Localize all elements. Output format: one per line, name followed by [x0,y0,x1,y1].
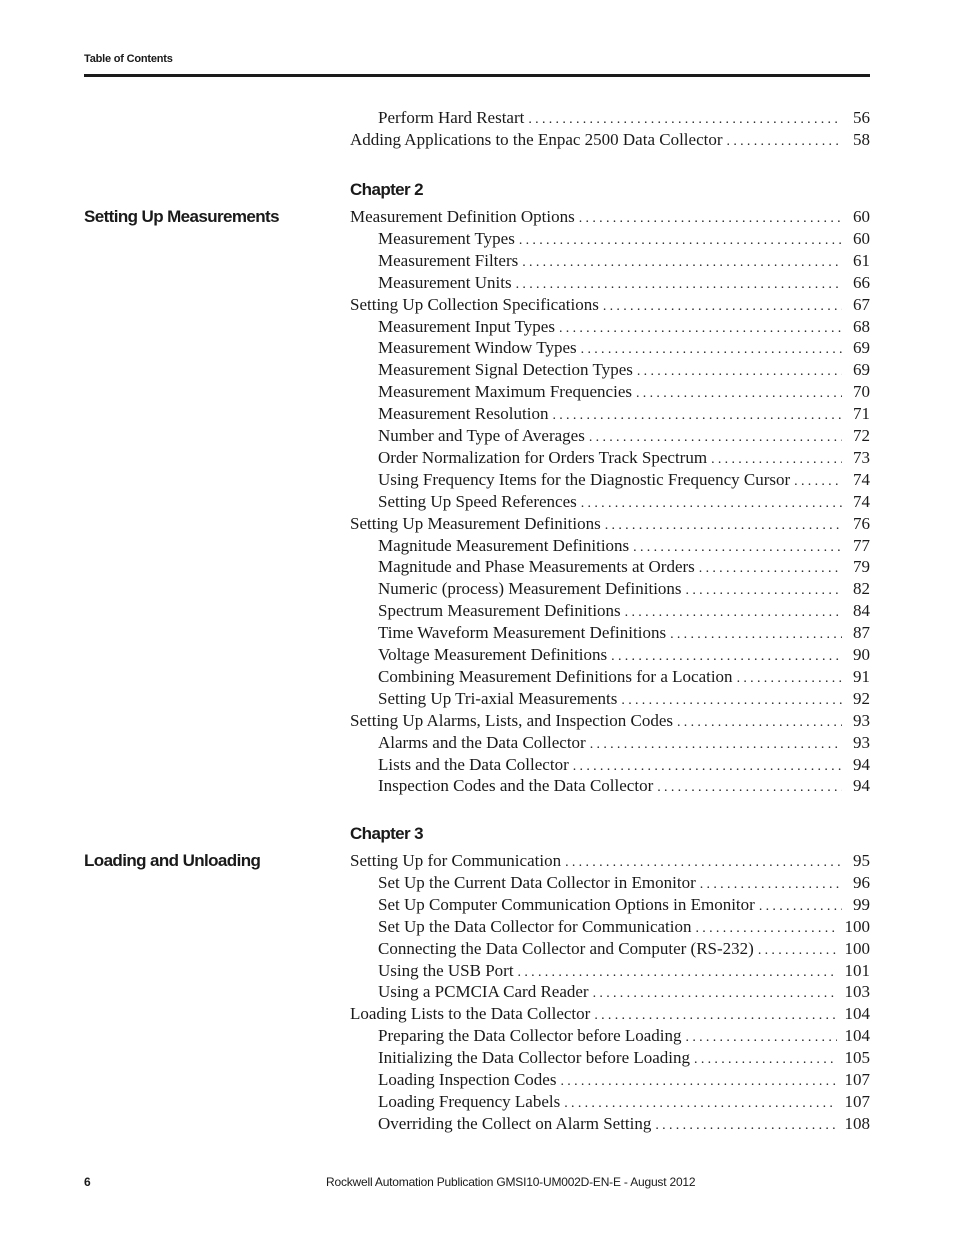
toc-entry-page: 69 [853,360,870,380]
toc-leader-dots [605,515,842,537]
toc-entry-title: Lists and the Data Collector [378,754,569,774]
toc-leader-dots [637,361,842,383]
toc-entry-page: 69 [853,338,870,358]
toc-leader-dots [581,493,842,515]
toc-entry-page: 104 [844,1004,870,1024]
toc-entry[interactable] [378,578,870,600]
toc-entry[interactable] [350,129,870,151]
toc-entry[interactable] [378,981,870,1003]
toc-entry[interactable] [378,469,870,491]
toc-leader-dots [603,296,842,318]
toc-leader-dots [519,230,842,252]
toc-entry[interactable] [378,425,870,447]
toc-entry-title: Numeric (process) Measurement Definitions [378,579,682,599]
toc-entry[interactable] [350,513,870,535]
chapter-label: Chapter 3 [350,824,424,843]
chapter-title: Loading and Unloading [84,851,261,870]
toc-entry[interactable] [378,622,870,644]
toc-entry-title: Measurement Input Types [378,316,555,336]
footer-page-number: 6 [84,1175,91,1189]
toc-leader-dots [686,580,842,602]
toc-leader-dots [625,602,842,624]
toc-entry[interactable] [378,381,870,403]
toc-entry[interactable] [378,337,870,359]
toc-leader-dots [636,383,842,405]
toc-entry[interactable] [378,916,870,938]
toc-entry-title: Using Frequency Items for the Diagnostic Frequency Cursor [378,469,791,489]
toc-entry-title: Setting Up Alarms, Lists, and Inspection Codes [350,710,673,730]
toc-entry-title: Setting Up Tri-axial Measurements [378,688,618,708]
toc-entry-page: 94 [853,776,870,796]
toc-leader-dots [528,109,842,131]
toc-entry-page: 79 [853,557,870,577]
toc-entry-title: Measurement Window Types [378,338,577,358]
toc-entry-title: Loading Frequency Labels [378,1091,561,1111]
toc-entry-title: Voltage Measurement Definitions [378,645,608,664]
toc-leader-dots [516,274,842,296]
toc-entry[interactable] [378,228,870,250]
toc-entry-title: Measurement Definition Options [350,207,575,226]
toc-entry-page: 60 [853,228,870,248]
toc-leader-dots [621,690,842,712]
toc-entry-page: 91 [853,666,870,686]
toc-entry-page: 107 [844,1070,870,1089]
toc-leader-dots [593,983,837,1005]
toc-entry[interactable] [378,447,870,469]
toc-entry-page: 68 [853,316,870,336]
toc-entry-page: 100 [844,916,870,936]
toc-entry-page: 72 [853,426,870,445]
toc-entry-title: Adding Applications to the Enpac 2500 Data Collector [350,129,723,149]
toc-entry[interactable] [378,535,870,557]
toc-leader-dots [694,1049,836,1071]
toc-entry-title: Measurement Signal Detection Types [378,360,633,380]
toc-entry-page: 101 [844,960,870,980]
toc-entry-title: Measurement Types [378,228,515,248]
toc-entry[interactable] [350,1003,870,1025]
toc-leader-dots [581,339,842,361]
toc-leader-dots [737,668,842,690]
toc-entry-page: 82 [853,579,870,599]
toc-entry-title: Measurement Filters [378,250,519,270]
toc-entry-title: Setting Up Measurement Definitions [350,513,601,533]
toc-entry-title: Using the USB Port [378,960,514,980]
toc-entry-title: Combining Measurement Definitions for a Location [378,666,733,686]
toc-entry[interactable] [378,556,870,578]
toc-entry-page: 66 [853,272,870,292]
toc-entry-title: Set Up the Current Data Collector in Emonitor [378,872,696,892]
toc-entry-title: Setting Up for Communication [350,851,562,870]
toc-entry-title: Setting Up Collection Specifications [350,294,599,314]
toc-entry-title: Loading Lists to the Data Collector [350,1004,591,1024]
toc-leader-dots [633,537,842,559]
toc-leader-dots [700,874,842,896]
toc-leader-dots [518,962,837,984]
toc-entry-page: 94 [853,754,870,774]
toc-entry[interactable] [350,206,870,228]
toc-entry[interactable] [378,600,870,622]
toc-entry[interactable] [378,107,870,129]
toc-entry-title: Time Waveform Measurement Definitions [378,623,667,643]
toc-entry-page: 92 [853,688,870,708]
toc-leader-dots [589,427,842,449]
toc-entry-page: 74 [853,469,870,489]
toc-entry-page: 58 [853,129,870,149]
toc-entry[interactable] [378,775,870,797]
toc-entry-title: Set Up Computer Communication Options in Emonitor [378,894,755,914]
toc-entry-page: 76 [853,513,870,533]
toc-leader-dots [579,208,842,230]
toc-entry-title: Setting Up Speed References [378,491,577,511]
toc-leader-dots [559,318,842,340]
toc-entry[interactable] [378,960,870,982]
toc-leader-dots [759,896,842,918]
toc-entry-page: 73 [853,447,870,467]
toc-entry[interactable] [350,710,870,732]
toc-entry-page: 95 [853,851,870,870]
toc-entry[interactable] [378,666,870,688]
toc-leader-dots [552,405,842,427]
toc-leader-dots [699,558,842,580]
toc-leader-dots [670,624,842,646]
toc-entry[interactable] [350,294,870,316]
toc-entry[interactable] [378,754,870,776]
toc-entry-page: 105 [844,1048,870,1068]
toc-entry-page: 61 [853,250,870,270]
toc-entry[interactable] [378,688,870,710]
chapter-title: Setting Up Measurements [84,207,279,226]
footer-publication: Rockwell Automation Publication GMSI10-UM002D-EN-E - August 2012 [326,1175,696,1189]
toc-entry-page: 93 [853,710,870,730]
toc-entry[interactable] [378,1069,870,1091]
toc-entry[interactable] [378,1025,870,1047]
toc-entry-page: 67 [853,294,870,314]
toc-entry-title: Overriding the Collect on Alarm Setting [378,1113,652,1133]
toc-entry-page: 87 [853,623,870,643]
toc-leader-dots [794,471,842,493]
toc-entry-title: Order Normalization for Orders Track Spectrum [378,447,708,467]
toc-leader-dots [677,712,842,734]
toc-entry-page: 74 [853,491,870,511]
toc-entry-title: Inspection Codes and the Data Collector [378,776,654,796]
toc-entry-page: 99 [853,894,870,914]
toc-leader-dots [696,918,837,940]
toc-entry[interactable] [378,1047,870,1069]
toc-entry[interactable] [378,732,870,754]
toc-entry-page: 71 [853,404,870,424]
toc-entry-title: Alarms and the Data Collector [378,732,586,752]
toc-leader-dots [711,449,842,471]
toc-entry-page: 70 [853,382,870,402]
toc-leader-dots [655,1115,836,1137]
toc-entry-title: Spectrum Measurement Definitions [378,601,621,621]
toc-entry-page: 104 [844,1026,870,1046]
toc-entry[interactable] [378,938,870,960]
toc-entry-page: 100 [844,938,870,958]
toc-leader-dots [565,852,842,874]
toc-entry-page: 96 [853,872,870,892]
toc-leader-dots [564,1093,836,1115]
toc-entry-title: Measurement Maximum Frequencies [378,382,632,402]
toc-entry-page: 56 [853,108,870,127]
toc-leader-dots [560,1071,836,1093]
toc-entry-title: Set Up the Data Collector for Communication [378,916,692,936]
toc-entry-page: 60 [853,207,870,226]
toc-leader-dots [611,646,842,668]
toc-entry[interactable] [378,644,870,666]
toc-entry-title: Magnitude Measurement Definitions [378,535,630,555]
toc-entry-title: Preparing the Data Collector before Loading [378,1026,682,1046]
toc-entry-title: Using a PCMCIA Card Reader [378,982,589,1002]
header-label: Table of Contents [84,53,173,65]
toc-entry-page: 84 [853,601,870,621]
toc-entry[interactable] [378,316,870,338]
toc-entry-title: Connecting the Data Collector and Computer (RS-232) [378,938,754,958]
toc-entry-title: Loading Inspection Codes [378,1070,557,1089]
toc-entry-page: 103 [844,982,870,1002]
toc-entry-title: Measurement Resolution [378,404,549,424]
toc-leader-dots [686,1027,837,1049]
chapter-label: Chapter 2 [350,180,424,199]
toc-entry[interactable] [378,1091,870,1113]
toc-entry-title: Perform Hard Restart [378,108,525,127]
toc-entry-title: Initializing the Data Collector before Loading [378,1048,691,1068]
toc-entry[interactable] [378,894,870,916]
toc-leader-dots [657,777,842,799]
toc-entry-page: 93 [853,732,870,752]
toc-leader-dots [727,131,842,153]
toc-entry[interactable] [378,359,870,381]
toc-entry-title: Measurement Units [378,272,512,292]
toc-entry[interactable] [378,272,870,294]
toc-entry-page: 90 [853,645,870,664]
toc-entry-title: Magnitude and Phase Measurements at Orders [378,557,695,577]
toc-entry[interactable] [350,850,870,872]
toc-entry[interactable] [378,872,870,894]
toc-leader-dots [522,252,842,274]
header-rule [84,74,870,77]
toc-leader-dots [594,1005,836,1027]
toc-entry[interactable] [378,403,870,425]
toc-entry-page: 108 [844,1113,870,1133]
toc-entry[interactable] [378,250,870,272]
toc-entry[interactable] [378,491,870,513]
toc-entry-title: Number and Type of Averages [378,426,585,445]
toc-leader-dots [758,940,837,962]
toc-leader-dots [590,734,842,756]
toc-entry-page: 77 [853,535,870,555]
toc-entry[interactable] [378,1113,870,1135]
toc-leader-dots [573,756,842,778]
toc-entry-page: 107 [844,1091,870,1111]
